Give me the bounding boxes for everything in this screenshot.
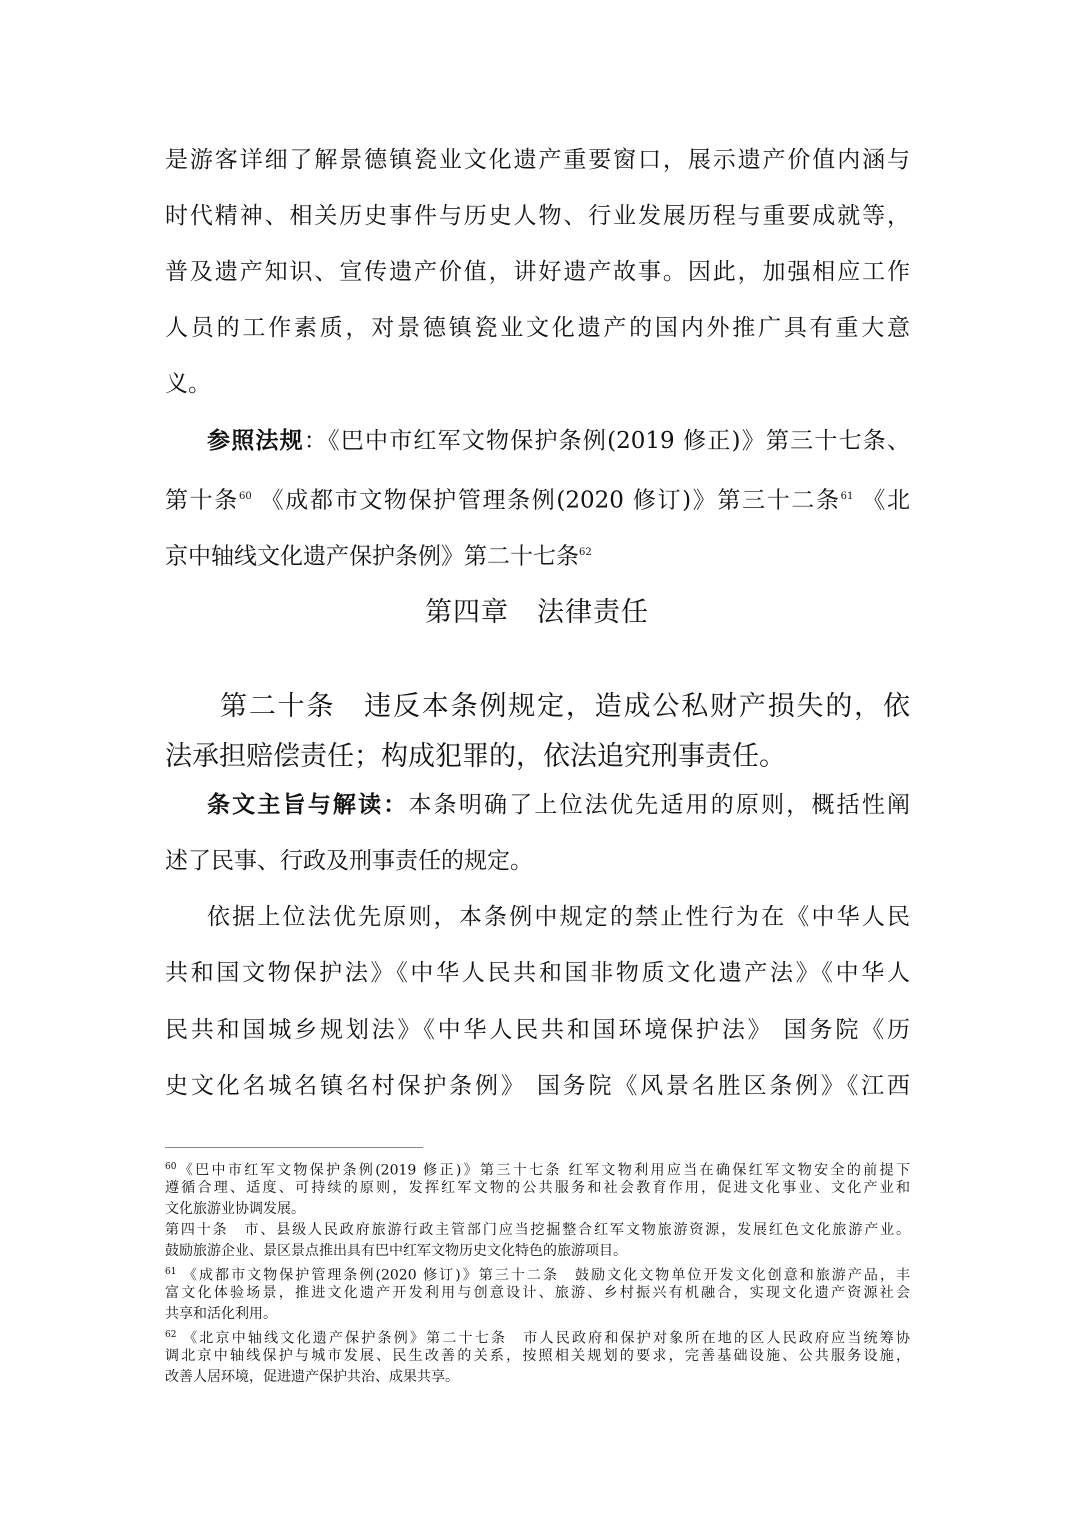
footnote-line: 鼓励旅游企业、景区景点推出具有巴中红军文物历史文化特色的旅游项目。: [165, 1243, 627, 1259]
footnote-text: 《成都市文物保护管理条例(2020 修订)》第三十二条 鼓励文化文物单位开发文化创意和旅游产品，丰: [176, 1267, 910, 1284]
reference-text: 京中轴线文化遗产保护条例》第二十七条: [165, 543, 579, 570]
footnote-line: 文化旅游业协调发展。: [165, 1201, 305, 1217]
paragraph-line: 史文化名城名镇名村保护条例》 国务院《风景名胜区条例》《江西: [165, 1073, 910, 1099]
article-line: [220, 689, 910, 725]
footnote-ref[interactable]: 61: [840, 491, 854, 502]
article-line: 法承担赔偿责任；构成犯罪的，依法追究刑事责任。: [165, 741, 786, 772]
paragraph-line: 民共和国城乡规划法》《中华人民共和国环境保护法》 国务院《历: [165, 1017, 910, 1043]
footnote-divider: [165, 1147, 423, 1148]
reference-line: [207, 426, 910, 456]
reference-line: [165, 538, 910, 568]
footnote-line: 遵循合理、适度、可持续的原则，发挥红军文物的公共服务和社会教育作用，促进文化事业、文化产业和: [165, 1180, 910, 1196]
footnote-line: 第四十条 市、县级人民政府旅游行政主管部门应当挖掘整合红军文物旅游资源，发展红色文化旅游产业。: [165, 1222, 910, 1238]
footnote-line: 改善人居环境，促进遗产保护共治、成果共享。: [165, 1369, 459, 1385]
article-label: 第二十条: [220, 691, 336, 722]
footnote-ref[interactable]: 62: [579, 547, 592, 558]
article-text: 违反本条例规定，造成公私财产损失的，依: [335, 691, 911, 722]
interpretation-label: 条文主旨与解读：: [207, 791, 409, 818]
paragraph-line: 义。: [165, 371, 211, 397]
paragraph-line: 普及遗产知识、宣传遗产价值，讲好遗产故事。因此，加强相应工作: [165, 259, 910, 285]
footnote-ref[interactable]: 60: [238, 491, 252, 502]
reference-line: [165, 482, 910, 512]
chapter-heading: 第四章 法律责任: [425, 597, 649, 628]
interpretation-line: [207, 790, 910, 820]
reference-text: ：《巴中市红军文物保护条例(2019 修正)》第三十七条、: [303, 428, 911, 454]
footnote-line: 调北京中轴线保护与城市发展、民生改善的关系，按照相关规划的要求，完善基础设施、公共服务设施，: [165, 1348, 910, 1364]
footnote-number: 60: [165, 1162, 177, 1172]
paragraph-line: 人员的工作素质，对景德镇瓷业文化遗产的国内外推广具有重大意: [165, 315, 910, 341]
footnote-text: 《巴中市红军文物保护条例(2019 修正)》第三十七条 红军文物利用应当在确保红军文物安全的前提下: [176, 1162, 910, 1179]
paragraph-line: 依据上位法优先原则，本条例中规定的禁止性行为在《中华人民: [207, 904, 910, 930]
paragraph-line: 是游客详细了解景德镇瓷业文化遗产重要窗口，展示遗产价值内涵与: [165, 147, 910, 173]
reference-text: 《北: [853, 487, 911, 514]
reference-text: 第十条: [165, 487, 239, 514]
footnote-line: 共享和活化利用。: [165, 1306, 277, 1322]
reference-text: 《成都市文物保护管理条例(2020 修订)》第三十二条: [251, 487, 841, 514]
paragraph-line: 时代精神、相关历史事件与历史人物、行业发展历程与重要成就等，: [165, 203, 910, 229]
interpretation-line: 述了民事、行政及刑事责任的规定。: [165, 848, 533, 874]
paragraph-line: 共和国文物保护法》《中华人民共和国非物质文化遗产法》《中华人: [165, 960, 910, 986]
footnote-text: 《北京中轴线文化遗产保护条例》第二十七条 市人民政府和保护对象所在地的区人民政府应当统筹协: [176, 1330, 910, 1347]
reference-label: 参照法规: [207, 427, 304, 454]
footnote-number: 61: [165, 1267, 177, 1277]
footnote-line: 富文化体验场景，推进文化遗产开发利用与创意设计、旅游、乡村振兴有机融合，实现文化遗产资源社会: [165, 1285, 910, 1301]
footnote-number: 62: [165, 1330, 177, 1340]
interpretation-text: 本条明确了上位法优先适用的原则，概括性阐: [408, 792, 911, 818]
